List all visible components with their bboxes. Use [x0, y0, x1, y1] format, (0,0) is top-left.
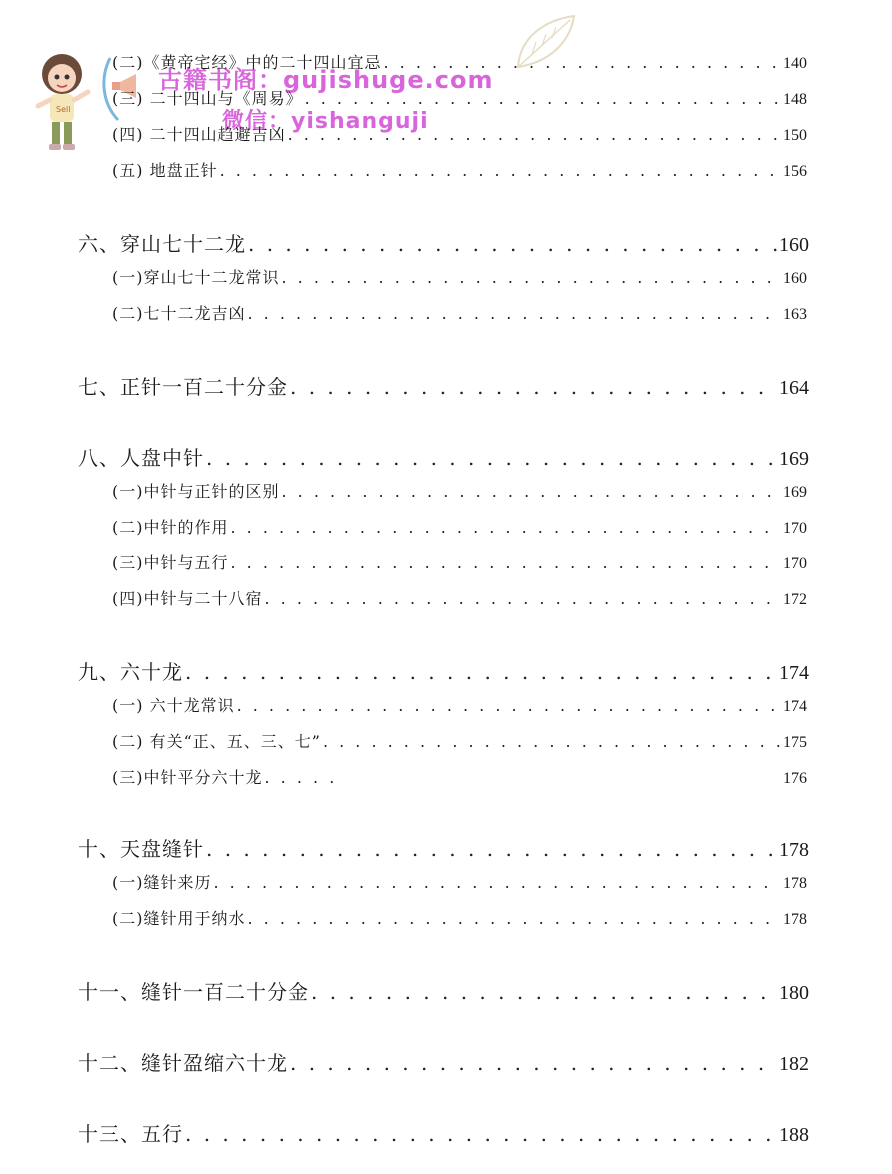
chapter-page: 174 [779, 662, 809, 684]
entry-page: 156 [783, 163, 807, 180]
chapter-page: 178 [779, 839, 809, 861]
dot-leader [290, 1051, 777, 1075]
dot-leader [384, 53, 782, 72]
entry-title: (一)中针与正针的区别 [112, 482, 280, 501]
toc-chapter[interactable] [78, 1047, 809, 1076]
dot-leader [185, 1122, 777, 1146]
entry-title: (一) 六十龙常识 [112, 696, 235, 715]
entry-page: 170 [783, 555, 807, 572]
chapter-title: 七、正针一百二十分金 [78, 375, 288, 399]
toc-entry[interactable] [112, 265, 807, 288]
chapter-page: 160 [779, 234, 809, 256]
chapter-title: 十二、缝针盈缩六十龙 [78, 1051, 288, 1075]
dot-leader [265, 589, 782, 608]
chapter-page: 164 [779, 377, 809, 399]
toc-chapter[interactable] [78, 833, 809, 862]
chapter-title: 六、穿山七十二龙 [78, 232, 246, 256]
dot-leader [237, 696, 781, 715]
dot-leader [265, 768, 345, 787]
toc-chapter[interactable] [78, 656, 809, 685]
entry-page: 148 [783, 91, 807, 108]
entry-title: (四)中针与二十八宿 [112, 589, 263, 608]
chapter-title: 十三、五行 [78, 1122, 183, 1146]
entry-page: 169 [783, 484, 807, 501]
entry-title: (二)七十二龙吉凶 [112, 304, 246, 323]
entry-page: 170 [783, 520, 807, 537]
entry-page: 163 [783, 306, 807, 323]
toc-chapter[interactable] [78, 371, 809, 400]
dot-leader [206, 837, 777, 861]
chapter-page: 182 [779, 1053, 809, 1075]
watermark-site: 古籍书阁：gujishuge.com [158, 66, 494, 94]
entry-page: 178 [783, 911, 807, 928]
entry-page: 176 [783, 770, 807, 787]
entry-title: (五) 地盘正针 [112, 161, 218, 180]
entry-title: (二)《黄帝宅经》中的二十四山宜忌 [112, 53, 382, 72]
dot-leader [206, 446, 777, 470]
toc-entry[interactable] [112, 765, 807, 788]
mascot-icon [32, 50, 92, 156]
watermark-wechat: 微信：yishanguji [222, 109, 429, 134]
entry-title: (二)缝针用于纳水 [112, 909, 246, 928]
toc-chapter[interactable] [78, 228, 809, 257]
entry-page: 160 [783, 270, 807, 287]
entry-page: 175 [783, 734, 807, 751]
dot-leader [288, 125, 781, 144]
entry-page: 178 [783, 875, 807, 892]
entry-title: (四) 二十四山趋避吉凶 [112, 125, 286, 144]
dot-leader [231, 518, 782, 537]
entry-title: (三)中针平分六十龙 [112, 768, 263, 787]
entry-page: 172 [783, 591, 807, 608]
dot-leader [248, 304, 782, 323]
toc-entry[interactable] [112, 301, 807, 324]
chapter-title: 十、天盘缝针 [78, 837, 204, 861]
entry-title: (二)中针的作用 [112, 518, 229, 537]
dot-leader [323, 732, 781, 751]
toc-chapter[interactable] [78, 1118, 809, 1147]
toc-entry[interactable] [112, 870, 807, 893]
entry-title: (三)中针与五行 [112, 553, 229, 572]
entry-title: (一)穿山七十二龙常识 [112, 268, 280, 287]
entry-page: 174 [783, 698, 807, 715]
entry-page: 140 [783, 55, 807, 72]
entry-title: (三) 二十四山与《周易》 [112, 89, 303, 108]
chapter-page: 180 [779, 982, 809, 1004]
dot-leader [248, 909, 782, 928]
dot-leader [305, 89, 781, 108]
chapter-title: 八、人盘中针 [78, 446, 204, 470]
toc-chapter[interactable] [78, 442, 809, 471]
entry-page: 150 [783, 127, 807, 144]
dot-leader [231, 553, 782, 572]
toc-entry[interactable] [112, 122, 807, 145]
toc-entry[interactable] [112, 693, 807, 716]
chapter-title: 十一、缝针一百二十分金 [78, 980, 309, 1004]
toc-chapter[interactable] [78, 976, 809, 1005]
toc-entry[interactable] [112, 906, 807, 929]
dot-leader [282, 482, 782, 501]
toc-entry[interactable] [112, 50, 807, 73]
toc-entry[interactable] [112, 86, 807, 109]
entry-title: (一)缝针来历 [112, 873, 212, 892]
dot-leader [311, 980, 777, 1004]
dot-leader [214, 873, 782, 892]
dot-leader [290, 375, 777, 399]
mascot-badge: Sell [56, 105, 71, 114]
toc-entry[interactable] [112, 586, 807, 609]
chapter-page: 188 [779, 1124, 809, 1146]
dot-leader [220, 161, 781, 180]
chapter-title: 九、六十龙 [78, 660, 183, 684]
dot-leader [248, 232, 777, 256]
toc-entry[interactable] [112, 550, 807, 573]
toc-entry[interactable] [112, 729, 807, 752]
dot-leader [282, 268, 782, 287]
entry-title: (二) 有关“正、五、三、七” [112, 732, 321, 751]
chapter-page: 169 [779, 448, 809, 470]
toc-entry[interactable] [112, 158, 807, 181]
toc-entry[interactable] [112, 479, 807, 502]
toc-entry[interactable] [112, 515, 807, 538]
dot-leader [185, 660, 777, 684]
